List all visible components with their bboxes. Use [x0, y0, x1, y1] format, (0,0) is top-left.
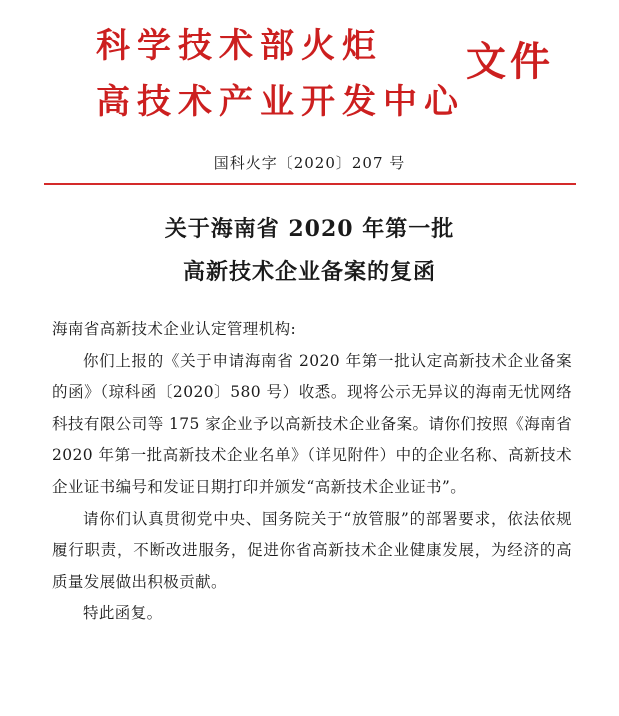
- document-title-line-1: 关于海南省 2020 年第一批: [164, 216, 455, 242]
- document-body: [52, 314, 572, 630]
- document-type-label: 文件: [466, 39, 554, 85]
- issuing-organization: [96, 18, 465, 130]
- red-divider-line: [44, 183, 576, 185]
- closing-remark: 特此函复。: [83, 604, 163, 623]
- organization-name-line-1: 科学技术部火炬: [96, 26, 383, 66]
- body-paragraph-2: 请你们认真贯彻党中央、国务院关于“放管服”的部署要求，依法依规履行职责，不断改进服务，促进你省高新技术企业健康发展，为经济的高质量发展做出积极贡献。: [52, 509, 572, 591]
- salutation: 海南省高新技术企业认定管理机构:: [52, 320, 297, 338]
- organization-name-line-2: 高技术产业开发中心: [96, 82, 465, 122]
- document-number: 国科火字〔2020〕207 号: [213, 154, 406, 172]
- document-title-line-2: 高新技术企业备案的复函: [182, 259, 436, 285]
- body-paragraph-1: 你们上报的《关于申请海南省 2020 年第一批认定高新技术企业备案的函》（琼科函〔2020〕580 号）收悉。现将公示无异议的海南无忧网络科技有限公司等 175 家企业予以高新技术企业备案。请你们按照《海南省 2020 年第一批高新技术企业名单》（详见附件）中的企业名称、高新技术企业证书编号和发证日期打印并颁发“高新技术企业证书”。: [52, 351, 572, 496]
